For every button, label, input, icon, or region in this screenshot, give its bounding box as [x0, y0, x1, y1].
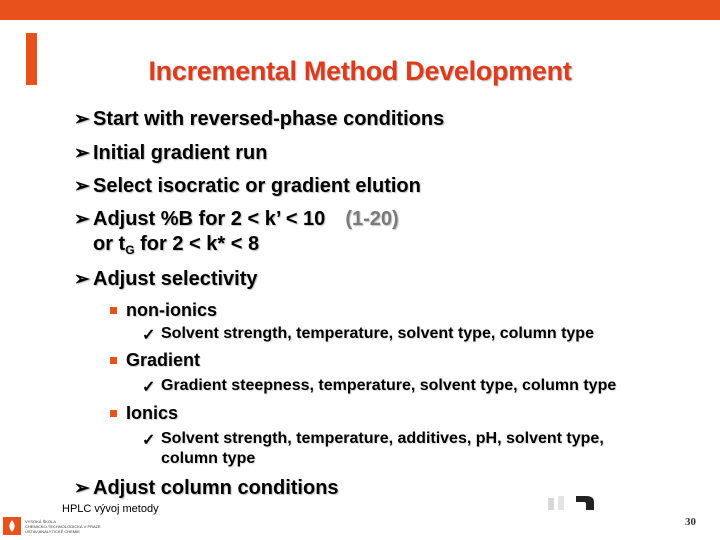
slide-title: Incremental Method Development	[148, 56, 572, 86]
check-icon: ✓	[142, 379, 156, 396]
check-item-text-continuation: column type	[161, 450, 256, 467]
sub-bullet-text: Ionics	[126, 403, 179, 423]
bullet-text	[93, 208, 399, 231]
bullet-text: Start with reversed-phase conditions	[93, 108, 445, 130]
subscript-g: G	[125, 243, 135, 257]
square-bullet-icon	[110, 307, 117, 314]
cont-a: or t	[93, 233, 126, 255]
logo-caption	[25, 519, 101, 534]
check-item-text: Solvent strength, temperature, additives, pH, solvent type,	[161, 430, 604, 447]
bullet-text: Adjust selectivity	[93, 268, 258, 290]
top-accent-bar	[0, 0, 720, 20]
check-item-text: Gradient steepness, temperature, solvent type, column type	[161, 377, 617, 394]
sub-bullet-text: Gradient	[126, 350, 201, 370]
logo-line-3: ÚSTAV ANALYTICKÉ CHEMIE	[25, 529, 80, 534]
decorative-graphic-icon	[546, 494, 606, 510]
school-logo-icon	[3, 517, 21, 535]
square-bullet-icon	[110, 410, 117, 417]
check-icon: ✓	[142, 327, 156, 344]
footer-text: HPLC vývoj metody	[62, 503, 159, 515]
arrow-bullet-icon: ➢	[74, 209, 90, 230]
cont-b: for 2 < k* < 8	[134, 233, 260, 255]
arrow-bullet-icon: ➢	[74, 143, 90, 164]
arrow-bullet-icon: ➢	[74, 176, 90, 197]
arrow-bullet-icon: ➢	[74, 109, 90, 130]
bullet-text: Initial gradient run	[93, 142, 268, 164]
sub-bullet-text: non-ionics	[126, 300, 217, 320]
bullet-continuation	[93, 233, 259, 257]
check-icon: ✓	[142, 432, 156, 449]
arrow-bullet-icon: ➢	[74, 478, 90, 499]
check-item-text: Solvent strength, temperature, solvent type, column type	[161, 325, 594, 342]
range-note: (1-20)	[345, 208, 399, 230]
bullet-text: Adjust column conditions	[93, 477, 339, 499]
logo-line-2: CHEMICKO-TECHNOLOGICKÁ V PRAZE	[25, 524, 101, 529]
square-bullet-icon	[110, 357, 117, 364]
arrow-bullet-icon: ➢	[74, 269, 90, 290]
page-number: 30	[685, 516, 696, 528]
bullet-text: Select isocratic or gradient elution	[93, 175, 421, 197]
bullet-text-main: Adjust %B for 2 < k’ < 10	[93, 208, 326, 230]
logo-line-1: VYSOKÁ ŠKOLA	[25, 519, 56, 524]
